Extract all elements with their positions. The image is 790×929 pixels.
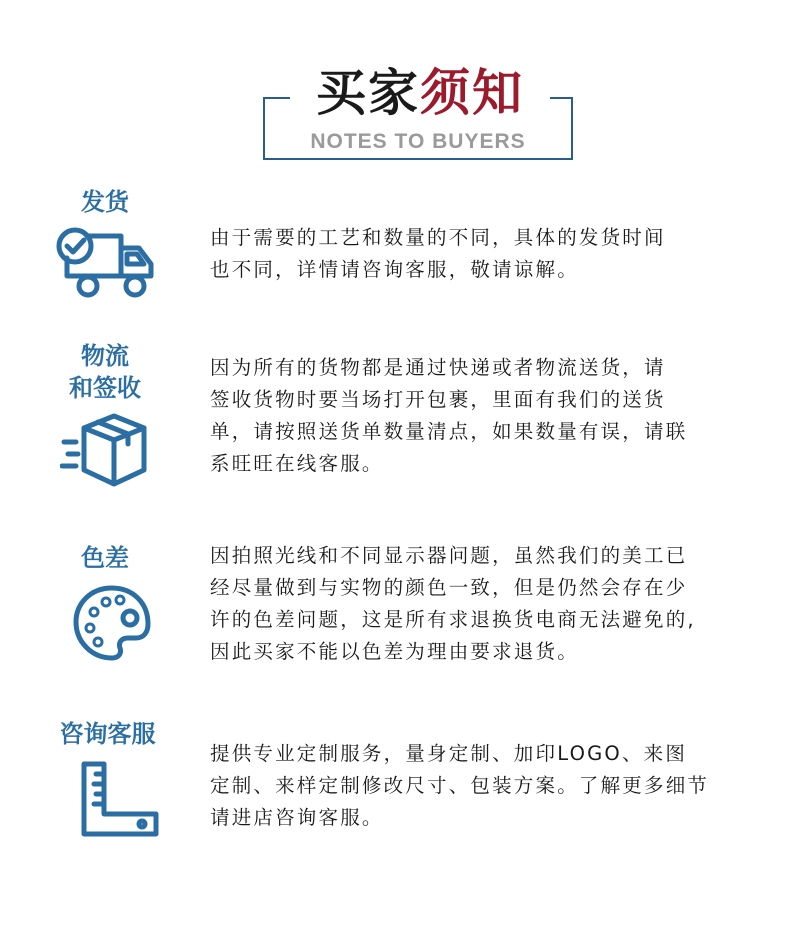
text-line: 因为所有的货物都是通过快递或者物流送货，请 — [210, 356, 666, 379]
section-title-line: 色差 — [81, 544, 129, 572]
text-line: 系旺旺在线客服。 — [210, 452, 384, 475]
section-text — [210, 222, 755, 286]
text-line: 经尽量做到与实物的颜色一致，但是仍然会存在少 — [210, 576, 688, 599]
section-title — [60, 542, 150, 574]
page-title-part2: 须知 — [420, 64, 524, 122]
section-title-line: 发货 — [81, 188, 129, 216]
package-box-icon — [60, 412, 156, 492]
section-text — [210, 352, 755, 480]
section-title — [45, 340, 165, 404]
section-text — [210, 738, 755, 834]
text-line: 也不同，详情请咨询客服，敬请谅解。 — [210, 258, 579, 281]
section-title-line: 物流 — [81, 342, 129, 370]
page-title — [290, 58, 550, 128]
delivery-truck-check-icon — [53, 224, 157, 308]
section-title — [40, 718, 175, 750]
ruler-square-icon — [78, 760, 162, 844]
text-line: 因拍照光线和不同显示器问题，虽然我们的美工已 — [210, 544, 688, 567]
section-title — [60, 186, 150, 218]
text-line: 由于需要的工艺和数量的不同，具体的发货时间 — [210, 226, 666, 249]
page-title-part1: 买家 — [316, 64, 420, 122]
color-palette-icon — [70, 582, 154, 670]
header-frame-top-left — [263, 97, 293, 99]
text-line: 许的色差问题，这是所有求退换货电商无法避免的, — [210, 608, 696, 631]
section-text — [210, 540, 755, 668]
text-line: 定制、来样定制修改尺寸、包装方案。了解更多细节 — [210, 774, 710, 797]
text-line: 请进店咨询客服。 — [210, 806, 384, 829]
section-title-line: 和签收 — [69, 374, 141, 402]
text-line: 因此买家不能以色差为理由要求退货。 — [210, 640, 579, 663]
section-title-line: 咨询客服 — [59, 720, 156, 748]
page-subtitle: NOTES TO BUYERS — [310, 130, 526, 153]
text-line: 单，请按照送货单数量清点，如果数量有误，请联 — [210, 420, 688, 443]
text-line: 提供专业定制服务，量身定制、加印LOGO、来图 — [210, 742, 688, 765]
text-line: 签收货物时要当场打开包裹，里面有我们的送货 — [210, 388, 666, 411]
page-header — [0, 0, 790, 175]
